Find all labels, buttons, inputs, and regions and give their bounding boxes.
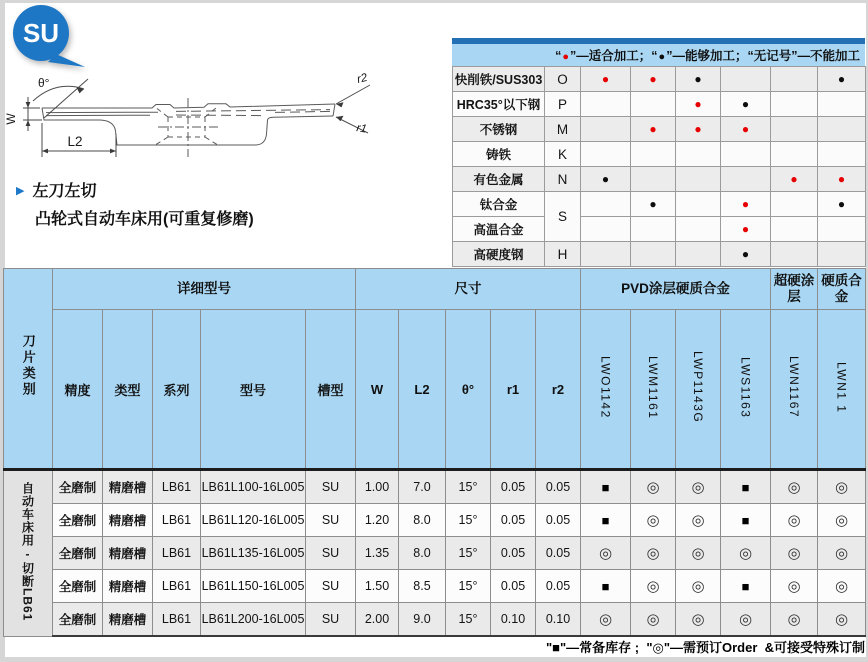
material-table-wrap	[452, 38, 865, 267]
insert-technical-drawing	[0, 60, 440, 188]
iso-letter: M	[545, 117, 581, 142]
product-cell: 0.10	[536, 603, 581, 637]
product-cell: 0.05	[491, 537, 536, 570]
product-cell: 全磨制	[53, 537, 103, 570]
order-mark-cell: ◎	[818, 603, 866, 637]
compat-mark-cell	[771, 92, 818, 117]
compat-mark-cell	[631, 192, 676, 217]
compat-mark-cell	[771, 192, 818, 217]
group-detail-model: 详细型号	[53, 269, 356, 310]
order-mark-cell: ◎	[631, 537, 676, 570]
product-cell: 1.35	[356, 537, 399, 570]
material-compat-table	[452, 66, 866, 267]
product-cell: 0.05	[536, 470, 581, 504]
compat-mark-cell	[721, 67, 771, 92]
compat-mark-cell	[721, 117, 771, 142]
order-mark-cell: ◎	[676, 537, 721, 570]
order-mark-cell: ◎	[631, 570, 676, 603]
order-mark-cell: ◎	[581, 537, 631, 570]
order-mark-cell: ◎	[771, 470, 818, 504]
compat-mark-cell	[818, 242, 866, 267]
material-row	[453, 92, 866, 117]
compat-mark-cell	[721, 142, 771, 167]
compat-mark-cell	[721, 242, 771, 267]
compat-mark-cell	[721, 217, 771, 242]
product-cell: 0.05	[491, 504, 536, 537]
legend-symbol: ●	[562, 51, 570, 63]
col-theta: θ°	[446, 310, 491, 470]
compat-mark-cell	[818, 67, 866, 92]
col-grade-lwp1143g: LWP1143G	[676, 310, 721, 470]
stock-mark-cell: ■	[721, 570, 771, 603]
product-cell: 2.00	[356, 603, 399, 637]
product-cell: 全磨制	[53, 570, 103, 603]
col-grade-lwm1161: LWM1161	[631, 310, 676, 470]
product-cell: SU	[306, 570, 356, 603]
legend-symbol: ●	[658, 51, 666, 63]
blade-category-label: 自动车床用-切断LB61	[4, 470, 53, 637]
capable-dot-icon: ●	[837, 197, 846, 211]
capable-dot-icon: ●	[741, 97, 750, 111]
order-mark-cell: ◎	[676, 570, 721, 603]
order-mark-cell: ◎	[676, 603, 721, 637]
capable-dot-icon: ●	[601, 172, 610, 186]
compat-mark-cell	[631, 217, 676, 242]
material-name: 高硬度钢	[453, 242, 545, 267]
product-cell: LB61L200-16L005	[201, 603, 306, 637]
badge-label: SU	[22, 18, 60, 48]
product-cell: 15°	[446, 504, 491, 537]
product-cell: LB61L120-16L005	[201, 504, 306, 537]
product-cell: LB61	[153, 537, 201, 570]
order-mark-cell: ◎	[721, 603, 771, 637]
caption-title: 左刀左切	[32, 183, 97, 200]
product-row	[4, 470, 866, 504]
order-mark-cell: ◎	[721, 537, 771, 570]
suitable-dot-icon: ●	[649, 122, 657, 136]
compat-mark-cell	[581, 167, 631, 192]
capable-dot-icon: ●	[649, 197, 657, 211]
product-table-body	[4, 470, 866, 637]
legend-item: “无记号”—不能加工	[747, 49, 860, 63]
compat-mark-cell	[676, 192, 721, 217]
suitable-dot-icon: ●	[694, 122, 702, 136]
group-pvd-coated-carbide: PVD涂层硬质合金	[581, 269, 771, 310]
compat-mark-cell	[676, 217, 721, 242]
caption-marker-icon: ▶	[16, 185, 25, 197]
compat-mark-cell	[771, 117, 818, 142]
product-cell: 精磨槽	[103, 570, 153, 603]
product-table-wrap	[3, 268, 866, 637]
dim-w-label: W	[4, 113, 18, 125]
product-table	[3, 268, 866, 637]
group-header-row	[4, 269, 866, 310]
product-cell: LB61	[153, 603, 201, 637]
col-grade-lwn1167: LWN1167	[771, 310, 818, 470]
material-row	[453, 117, 866, 142]
product-cell: 9.0	[399, 603, 446, 637]
order-mark-cell: ◎	[818, 504, 866, 537]
compat-mark-cell	[676, 92, 721, 117]
iso-letter: O	[545, 67, 581, 92]
compat-mark-cell	[581, 117, 631, 142]
capable-dot-icon: ●	[837, 72, 846, 86]
compat-mark-cell	[581, 217, 631, 242]
material-row	[453, 217, 866, 242]
capable-dot-icon: ●	[741, 247, 750, 261]
legend-item: “●”—适合加工；	[555, 49, 652, 63]
corner-header-label: 刀片类别	[20, 334, 36, 399]
iso-letter: H	[545, 242, 581, 267]
suitable-dot-icon: ●	[790, 172, 798, 186]
col-series: 系列	[153, 310, 201, 470]
compat-mark-cell	[676, 67, 721, 92]
product-row	[4, 603, 866, 637]
stock-mark-cell: ■	[721, 470, 771, 504]
dim-r1-label: r1	[355, 122, 368, 136]
product-cell: 15°	[446, 570, 491, 603]
material-name: HRC35°以下钢	[453, 92, 545, 117]
compat-mark-cell	[771, 217, 818, 242]
compat-mark-cell	[818, 217, 866, 242]
suitable-dot-icon: ●	[601, 72, 610, 86]
product-cell: 精磨槽	[103, 603, 153, 637]
compat-mark-cell	[771, 242, 818, 267]
col-r2: r2	[536, 310, 581, 470]
legend-symbol: 无记号	[753, 49, 792, 63]
product-cell: 精磨槽	[103, 537, 153, 570]
product-cell: 8.5	[399, 570, 446, 603]
compat-mark-cell	[818, 92, 866, 117]
col-precision: 精度	[53, 310, 103, 470]
order-mark-cell: ◎	[771, 537, 818, 570]
product-cell: 0.05	[536, 537, 581, 570]
product-cell: SU	[306, 603, 356, 637]
col-w: W	[356, 310, 399, 470]
caption-subtitle: 凸轮式自动车床用(可重复修磨)	[35, 211, 254, 228]
material-name: 钛合金	[453, 192, 545, 217]
order-mark-cell: ◎	[631, 504, 676, 537]
legend-item: “●”—能够加工；	[651, 49, 748, 63]
order-mark-cell: ◎	[818, 570, 866, 603]
product-cell: LB61L100-16L005	[201, 470, 306, 504]
compat-mark-cell	[721, 92, 771, 117]
material-name: 铸铁	[453, 142, 545, 167]
compat-mark-cell	[771, 67, 818, 92]
product-cell: LB61L135-16L005	[201, 537, 306, 570]
compat-mark-cell	[581, 142, 631, 167]
sub-header-row	[4, 310, 866, 470]
order-mark-cell: ◎	[631, 603, 676, 637]
order-mark-cell: ◎	[631, 470, 676, 504]
compat-mark-cell	[818, 167, 866, 192]
group-dimensions: 尺寸	[356, 269, 581, 310]
compatibility-legend	[452, 44, 865, 66]
compat-mark-cell	[631, 242, 676, 267]
iso-letter: K	[545, 142, 581, 167]
compat-mark-cell	[676, 142, 721, 167]
group-carbide: 硬质合金	[818, 269, 866, 310]
compat-mark-cell	[721, 192, 771, 217]
col-grade-lwo1142: LWO1142	[581, 310, 631, 470]
iso-letter: S	[545, 192, 581, 242]
insert-outline	[42, 98, 335, 157]
col-grade-lwn1-1: LWN1 1	[818, 310, 866, 470]
material-row	[453, 167, 866, 192]
material-row	[453, 142, 866, 167]
stock-mark-cell: ■	[581, 570, 631, 603]
caption-line1	[16, 178, 254, 201]
compat-mark-cell	[631, 167, 676, 192]
product-cell: LB61L150-16L005	[201, 570, 306, 603]
footnote: "■"—常备库存 ; "◎"—需预订Order &可接受特殊订制	[545, 640, 865, 655]
iso-letter: N	[545, 167, 581, 192]
col-l2: L2	[399, 310, 446, 470]
order-mark-cell: ◎	[771, 603, 818, 637]
compat-mark-cell	[631, 117, 676, 142]
col-type: 类型	[103, 310, 153, 470]
product-cell: 8.0	[399, 504, 446, 537]
product-cell: 0.05	[536, 570, 581, 603]
material-row	[453, 67, 866, 92]
product-cell: 1.00	[356, 470, 399, 504]
product-cell: 8.0	[399, 537, 446, 570]
compat-mark-cell	[631, 67, 676, 92]
order-mark-cell: ◎	[771, 570, 818, 603]
product-cell: SU	[306, 537, 356, 570]
product-cell: LB61	[153, 504, 201, 537]
material-name: 高温合金	[453, 217, 545, 242]
capable-dot-icon: ●	[694, 72, 702, 86]
material-name: 不锈钢	[453, 117, 545, 142]
dim-r2-label: r2	[355, 71, 369, 86]
suitable-dot-icon: ●	[741, 122, 750, 136]
material-name: 有色金属	[453, 167, 545, 192]
group-superhard-coating: 超硬涂层	[771, 269, 818, 310]
compat-mark-cell	[631, 92, 676, 117]
product-cell: 1.50	[356, 570, 399, 603]
product-cell: 15°	[446, 470, 491, 504]
stock-mark-cell: ■	[721, 504, 771, 537]
corner-header	[4, 269, 53, 470]
product-cell: LB61	[153, 470, 201, 504]
order-mark-cell: ◎	[676, 470, 721, 504]
material-name: 快削铁/SUS303	[453, 67, 545, 92]
order-mark-cell: ◎	[771, 504, 818, 537]
caption	[16, 178, 254, 229]
product-table-header	[4, 269, 866, 470]
col-groove: 槽型	[306, 310, 356, 470]
col-model: 型号	[201, 310, 306, 470]
compat-mark-cell	[581, 67, 631, 92]
product-cell: SU	[306, 504, 356, 537]
compat-mark-cell	[676, 242, 721, 267]
product-cell: 精磨槽	[103, 470, 153, 504]
product-cell: 0.05	[491, 470, 536, 504]
product-cell: 0.10	[491, 603, 536, 637]
compat-mark-cell	[676, 167, 721, 192]
compat-mark-cell	[771, 142, 818, 167]
product-cell: 0.05	[491, 570, 536, 603]
material-table-body	[453, 67, 866, 267]
compat-mark-cell	[581, 92, 631, 117]
material-row	[453, 242, 866, 267]
product-cell: 1.20	[356, 504, 399, 537]
compat-mark-cell	[581, 192, 631, 217]
product-cell: 全磨制	[53, 470, 103, 504]
product-cell: 15°	[446, 537, 491, 570]
product-cell: 7.0	[399, 470, 446, 504]
product-row	[4, 504, 866, 537]
dim-l2-label: L2	[67, 134, 83, 149]
suitable-dot-icon: ●	[741, 197, 750, 211]
product-cell: 精磨槽	[103, 504, 153, 537]
compat-mark-cell	[818, 192, 866, 217]
product-cell: LB61	[153, 570, 201, 603]
product-row	[4, 537, 866, 570]
suitable-dot-icon: ●	[694, 97, 702, 111]
suitable-dot-icon: ●	[649, 72, 657, 86]
order-mark-cell: ◎	[818, 537, 866, 570]
stock-mark-cell: ■	[581, 470, 631, 504]
suitable-dot-icon: ●	[837, 172, 846, 186]
product-cell: 0.05	[536, 504, 581, 537]
product-cell: SU	[306, 470, 356, 504]
col-r1: r1	[491, 310, 536, 470]
compat-mark-cell	[721, 167, 771, 192]
product-row	[4, 570, 866, 603]
compat-mark-cell	[581, 242, 631, 267]
compat-mark-cell	[818, 117, 866, 142]
product-cell: 全磨制	[53, 603, 103, 637]
material-row	[453, 192, 866, 217]
compat-mark-cell	[818, 142, 866, 167]
product-cell: 15°	[446, 603, 491, 637]
compat-mark-cell	[631, 142, 676, 167]
order-mark-cell: ◎	[676, 504, 721, 537]
col-grade-lws1163: LWS1163	[721, 310, 771, 470]
dim-theta-label: θ°	[38, 76, 50, 90]
stock-mark-cell: ■	[581, 504, 631, 537]
compat-mark-cell	[676, 117, 721, 142]
iso-letter: P	[545, 92, 581, 117]
order-mark-cell: ◎	[818, 470, 866, 504]
product-cell: 全磨制	[53, 504, 103, 537]
suitable-dot-icon: ●	[741, 222, 750, 236]
compat-mark-cell	[771, 167, 818, 192]
order-mark-cell: ◎	[581, 603, 631, 637]
